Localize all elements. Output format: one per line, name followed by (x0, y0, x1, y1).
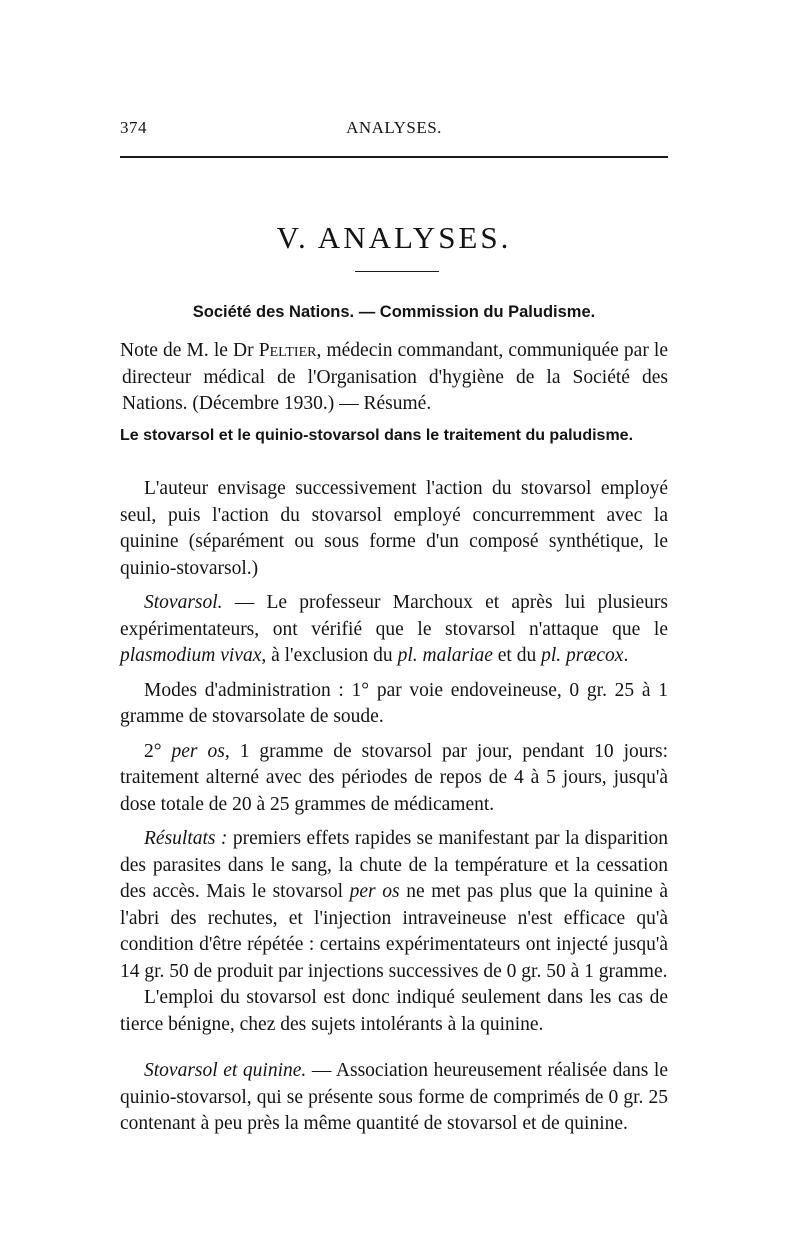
stovarsol-text-3: et du (492, 645, 542, 666)
article-title: Le stovarsol et le quinio-stovarsol dans le traitement du paludisme. (120, 427, 634, 444)
stovarsol-paragraph (120, 590, 668, 670)
combo-paragraph (120, 1058, 668, 1138)
stovarsol-label: Stovarsol. (144, 592, 223, 613)
malariae-term: pl. malariae (397, 645, 493, 666)
header-rule (120, 156, 668, 158)
running-title: ANALYSES. (346, 118, 442, 137)
stovarsol-section (120, 590, 668, 1138)
stovarsol-text-2: , à l'exclusion du (261, 645, 398, 666)
note-pre: Note de M. le Dr (120, 340, 259, 361)
stovarsol-text-1: — Le professeur Marchoux et après lui plusieurs expérimentateurs, ont vérifié que le stovarsol n'attaque que le (120, 592, 668, 640)
combo-text: — Association heureusement réalisée dans le quinio-stovarsol, qui se présente sous forme de comprimés de 0 gr. 25 contenant à peu près la même quantité de stovarsol et de quinine. (120, 1060, 668, 1134)
page-number: 374 (120, 118, 147, 137)
results-per-os: per os (349, 881, 400, 902)
subheading: Société des Nations. — Commission du Paludisme. (192, 303, 596, 321)
per-os-paragraph (120, 739, 668, 819)
note-post: , médecin commandant, communiquée par le directeur médical de l'Organisation d'hygiène de la Société des Nations. (Décembre 1930.) — Résumé. (122, 340, 668, 414)
per-os-text: 1 gramme de stovarsol par jour, pendant 10 jours: traitement alterné avec des périodes de repos de 4 à 5 jours, jusqu'à dose totale de 20 à 25 grammes de médicament. (120, 740, 668, 815)
results-text-1: premiers effets rapides se manifestant par la disparition des parasites dans le sang, la chute de la température et la cessation des accès. Mais le stovarsol (120, 828, 668, 902)
results-label: Résultats : (144, 828, 228, 849)
plasmodium-term: plasmodium vivax (120, 645, 262, 666)
usage-paragraph: L'emploi du stovarsol est donc indiqué seulement dans les cas de tierce bénigne, chez des sujets intolérants à la quinine. (120, 987, 668, 1035)
stovarsol-text-4: . (623, 645, 629, 666)
note-author: Peltier (258, 340, 317, 361)
body-text (120, 476, 668, 582)
note-paragraph (120, 338, 668, 418)
per-os-label: per os, (171, 740, 230, 762)
combo-label: Stovarsol et quinine. (144, 1060, 307, 1081)
section-title: V. ANALYSES. (276, 220, 512, 255)
modes-paragraph: Modes d'administration : 1° par voie endoveineuse, 0 gr. 25 à 1 gramme de stovarsolate de soude. (120, 679, 668, 727)
per-os-pre: 2° (144, 740, 172, 762)
praecox-term: pl. præcox (541, 645, 624, 666)
results-text-2: ne met pas plus que la quinine à l'abri des rechutes, et l'injection intraveineuse n'est efficace qu'à condition d'être répétée : certains expérimentateurs ont injecté jusqu'à 14 gr. 50 de produit par injections successives de 0 gr. 50 à 1 gramme. (120, 881, 668, 982)
title-rule (355, 271, 439, 272)
running-header (120, 118, 668, 142)
intro-paragraph: L'auteur envisage successivement l'action du stovarsol employé seul, puis l'action du stovarsol employé concurremment avec la quinine (séparément ou sous forme d'un composé synthétique, le quinio-stovarsol.) (120, 478, 668, 579)
results-paragraph (120, 826, 668, 985)
